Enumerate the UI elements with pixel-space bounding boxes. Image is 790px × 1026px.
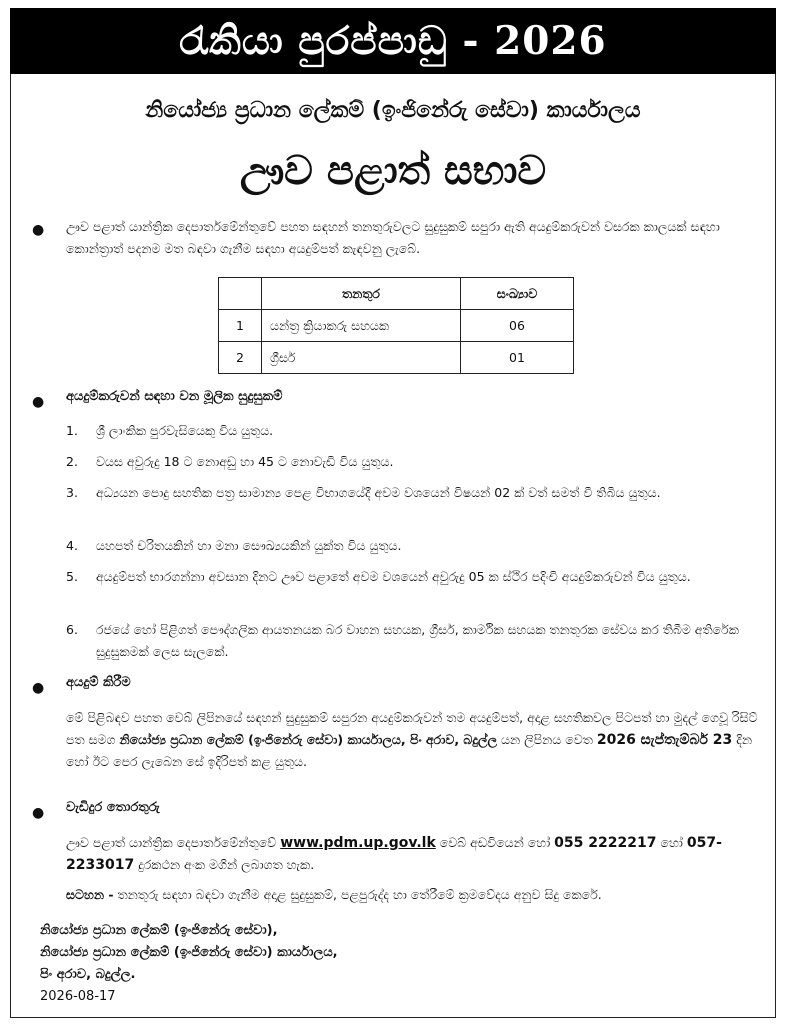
office-title: නියෝජ්‍ය ප්‍රධාන ලේකම් (ඉංජිනේරු සේවා) කාර්යාලය [145,98,641,123]
application-deadline: 2026 සැප්තැම්බර් 23 [596,732,733,748]
note-paragraph [66,884,762,906]
application-text: යන ලිපිනය වෙත [500,732,593,747]
table-cell-count: 06 [461,310,574,342]
qualification-item: වයස අවුරුදු 18 ට නොඅඩු හා 45 ට නොවැඩි විය යුතුය. [96,454,394,469]
phone-number: 057-2233017 [66,835,722,873]
table-header-position: තනතුර [262,278,461,310]
qualification-number: 6. [66,622,78,637]
qualification-item: රජයේ හෝ පිළිගත් පෞද්ගලික ආයතනයක බර වාහන සහයක, ග්‍රීසර්, කාර්මික සහයක තනතුරක සේවය කර තිබීම අතිරේක සුදුසුකමක් ලෙස සැලකේ. [96,622,739,659]
table-header-count: සංඛ්‍යාව [461,278,574,310]
signature-date: 2026-08-17 [40,989,116,1004]
bullet-icon: ● [32,394,45,410]
application-text: මේ පිළිබඳව පහත වෙබ් ලිපිනයේ සඳහන් සුදුසුකම් සපුරන අයදුම්කරුවන් තම අයදුම්පත්, අදාළ සහතිකවල පිටපත් හා මුදල් ගෙවූ රිසිට් පත සමග [66,710,758,747]
further-info-text: ඌව පළාත් යාන්ත්‍රික දෙපාර්තමේන්තුවේ [66,835,277,850]
bullet-icon: ● [32,222,45,238]
signature-line: නියෝජ්‍ය ප්‍රධාන ලේකම් (ඉංජිනේරු සේවා) කාර්යාලය, [40,945,338,960]
qualification-number: 5. [66,569,78,584]
further-info-text: වෙබ් අඩවියෙන් හෝ [439,835,551,850]
qualification-number: 1. [66,423,78,438]
application-paragraph [66,707,762,773]
table-header-no [219,278,262,310]
qualification-number: 2. [66,454,78,469]
qualification-item: ශ්‍රී ලාංකික පුරවැසියෙකු විය යුතුය. [96,423,274,438]
table-cell-no: 2 [219,342,262,374]
qualification-number: 4. [66,538,78,553]
phone-number: 055 2222217 [554,835,657,851]
table-row [219,342,574,374]
bullet-icon: ● [32,680,45,696]
website-link[interactable]: www.pdm.up.gov.lk [280,835,436,851]
table-row [219,310,574,342]
signature-line: නියෝජ්‍ය ප්‍රධාන ලේකම් (ඉංජිනේරු සේවා), [40,923,278,938]
application-text: දින හෝ ඊට පෙර ලැබෙන සේ ඉදිරිපත් කළ යුතුය. [66,732,752,769]
further-info-paragraph [66,832,762,876]
table-cell-count: 01 [461,342,574,374]
qualification-item: යහපත් චරිතයකින් හා මනා සෞඛ්‍යයකින් යුක්ත විය යුතුය. [96,538,402,553]
note-text: තනතුරු සඳහා බඳවා ගැනීම අදාළ සුදුසුකම්, පළපුරුද්ද හා තේරීමේ ක්‍රමවේදය අනුව සිදු කෙරේ. [117,887,602,902]
vacancy-table [218,277,574,374]
signature-line: පිං අරාව, බදුල්ල. [40,967,136,982]
qualification-item: අයදුම්පත් භාරගන්නා අවසාන දිනට ඌව පළාතේ අවම වශයෙන් අවුරුදු 05 ක ස්ථිර පදිංචි අයදුම්කරුවන් විය යුතුය. [96,569,691,584]
table-cell-position: යන්ත්‍ර ක්‍රියාකරු සහයක [262,310,461,342]
table-cell-no: 1 [219,310,262,342]
qualifications-heading: අයදුම්කරුවන් සඳහා වන මූලික සුදුසුකම් [66,389,283,404]
bullet-icon: ● [32,805,45,821]
qualification-item: අධ්‍යයන පොදු සහතික පත්‍ර සාමාන්‍ය පෙළ විභාගයේදී අවම වශයෙන් විෂයන් 02 ක් වත් සමත් වී තිබිය යුතුය. [96,485,661,500]
banner-title: රැකියා පුරප්පාඩු - 2026 [10,8,776,74]
table-cell-position: ග්‍රීසර් [262,342,461,374]
intro-paragraph: ඌව පළාත් යාන්ත්‍රික දෙපාර්තමේන්තුවේ පහත සඳහන් තනතුරුවලට සුදුසුකම් සපුරා ඇති අයදුම්කරුවන් වසරක කාලයක් සඳහා කොන්ත්‍රාත් පදනම මත බඳවා ගැනීම සඳහා අයදුම්පත් කැඳවනු ලැබේ. [66,219,720,256]
qualification-number: 3. [66,485,78,500]
table-header-row [219,278,574,310]
further-info-text: හෝ [660,835,683,850]
office-address: නියෝජ්‍ය ප්‍රධාන ලේකම් (ඉංජිනේරු සේවා) කාර්යාලය, පිං අරාව, බදුල්ල [119,732,497,747]
further-info-heading: වැඩිදුර තොරතුරු [66,800,160,815]
note-label: සටහන - [66,887,114,902]
further-info-text: දුරකථන අංක මගින් ලබාගත හැක. [138,857,315,872]
main-title: ඌව පළාත් සභාව [239,148,547,194]
application-heading: අයදුම් කිරීම [66,675,131,690]
